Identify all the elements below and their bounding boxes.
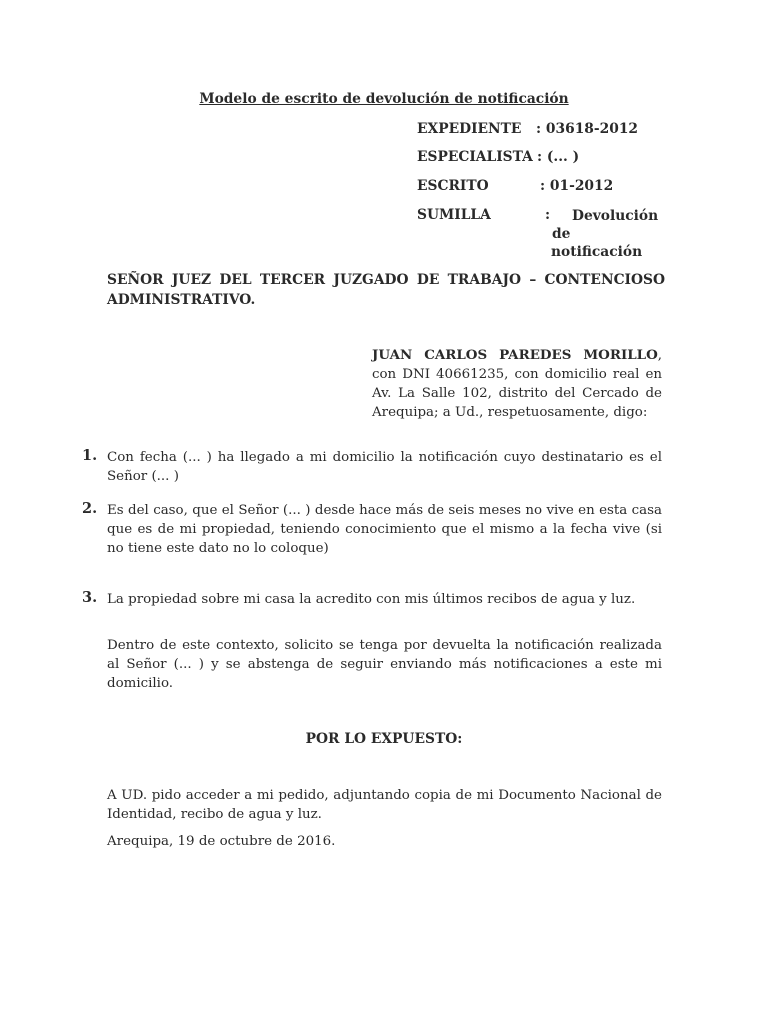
especialista-label: ESPECIALISTA <box>417 149 533 165</box>
item-text: Con fecha (... ) ha llegado a mi domicilio la notificación cuyo destinatario es el Señor (... ) <box>107 450 662 484</box>
sumilla-label: SUMILLA <box>417 207 491 223</box>
item-number: 1. <box>82 447 98 464</box>
request-paragraph: A UD. pido acceder a mi pedido, adjuntando copia de mi Documento Nacional de Identidad, recibo de agua y luz. <box>107 788 662 822</box>
especialista-value: : (... ) <box>537 149 580 165</box>
item-number: 3. <box>82 589 98 606</box>
por-lo-expuesto-heading: POR LO EXPUESTO: <box>305 731 463 747</box>
document-title: Modelo de escrito de devolución de notificación <box>199 91 569 107</box>
context-paragraph: Dentro de este contexto, solicito se tenga por devuelta la notificación realizada al Señor (... ) y se abstenga de seguir enviando más notificaciones a este mi domicilio. <box>107 638 662 691</box>
intro-text: , con DNI 40661235, con domicilio real en Av. La Salle 102, distrito del Cercado de Arequipa; a Ud., respetuosamente, digo: <box>372 348 662 420</box>
intro-paragraph <box>372 346 662 422</box>
petitioner-name: JUAN CARLOS PAREDES MORILLO <box>372 347 658 363</box>
escrito-label: ESCRITO <box>417 178 489 194</box>
sumilla-value-line3: notificación <box>551 244 643 260</box>
item-text: Es del caso, que el Señor (... ) desde hace más de seis meses no vive en esta casa que es de mi propiedad, teniendo conocimiento que el mismo a la fecha vive (si no tiene este dato no lo coloque) <box>107 503 662 556</box>
expediente-value: : 03618-2012 <box>536 121 639 137</box>
sumilla-value-line2: de <box>552 226 571 242</box>
addressee: SEÑOR JUEZ DEL TERCER JUZGADO DE TRABAJO – CONTENCIOSO ADMINISTRATIVO. <box>107 272 665 308</box>
item-text: La propiedad sobre mi casa la acredito con mis últimos recibos de agua y luz. <box>107 592 636 607</box>
sumilla-colon: : <box>545 207 551 223</box>
sumilla-value-line1: Devolución <box>572 208 659 224</box>
item-number: 2. <box>82 500 98 517</box>
place-date: Arequipa, 19 de octubre de 2016. <box>107 834 336 849</box>
expediente-label: EXPEDIENTE <box>417 121 522 137</box>
escrito-value: : 01-2012 <box>540 178 614 194</box>
